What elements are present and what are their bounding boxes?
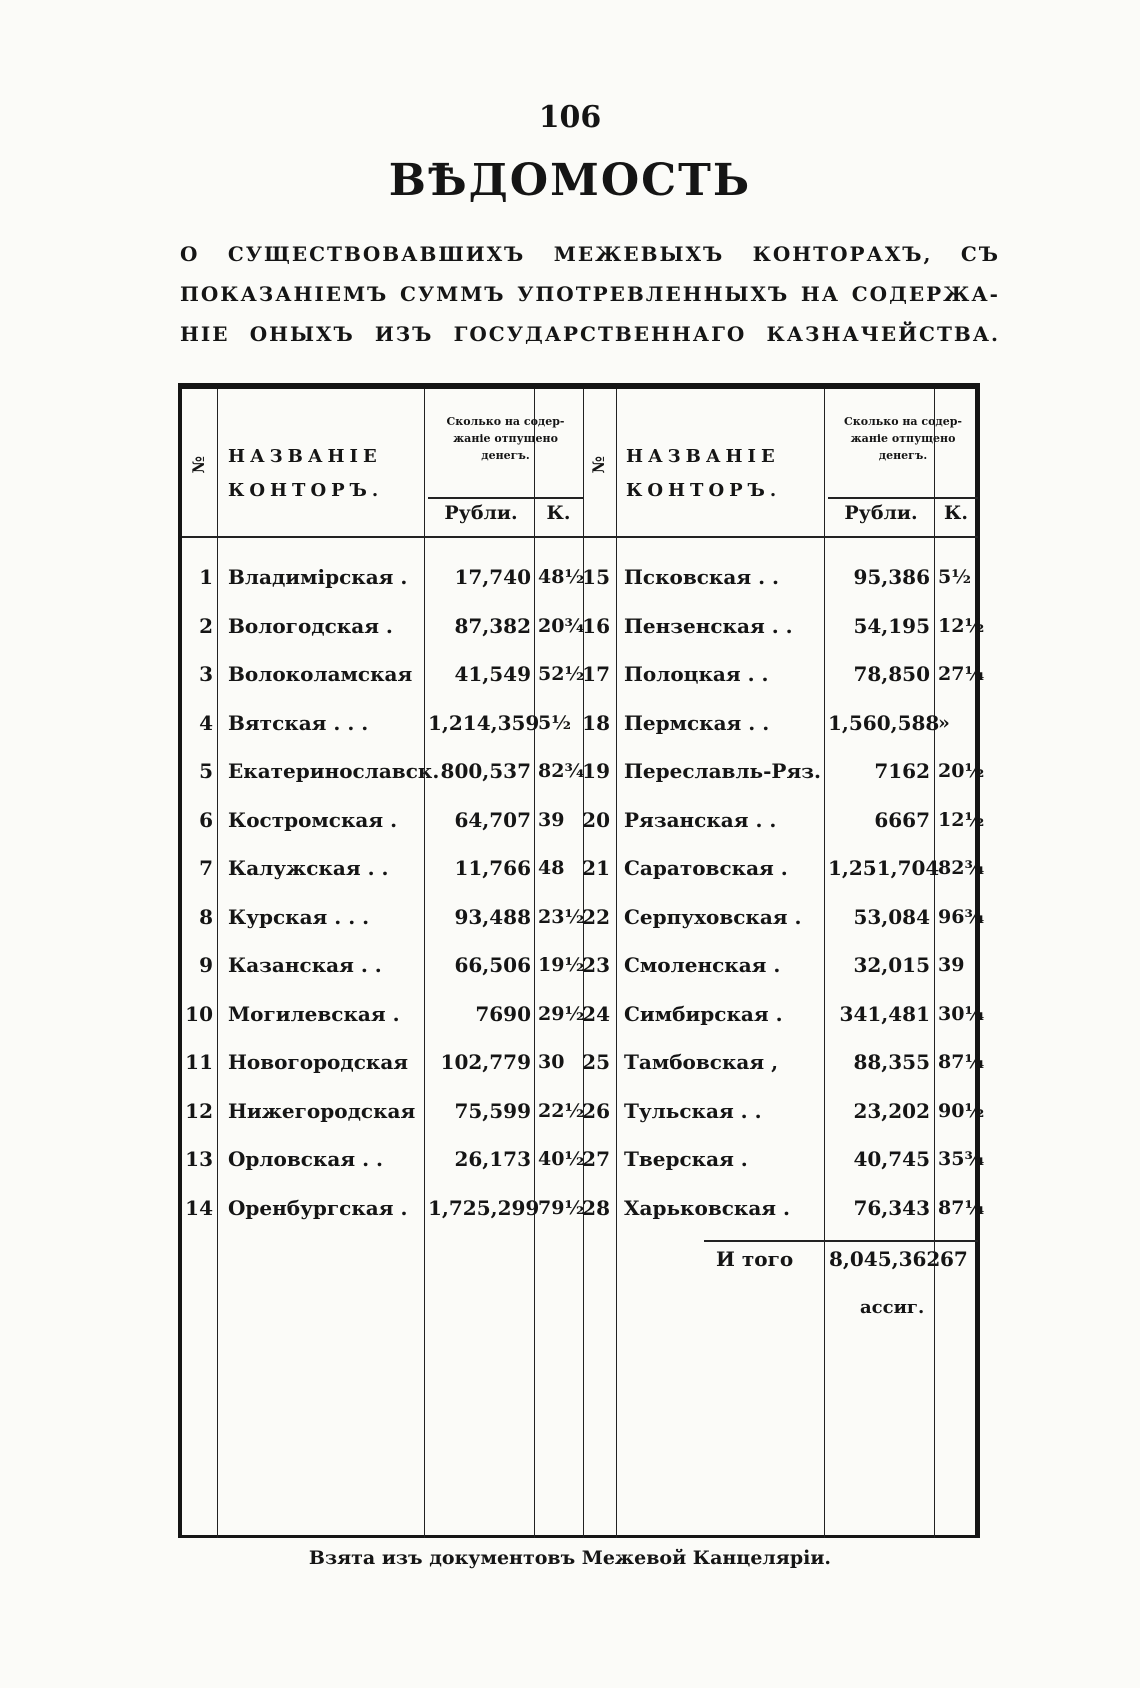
row-number: 24 <box>582 1002 610 1026</box>
column-divider <box>934 389 935 1538</box>
name-header-line1: НАЗВАНІЕ <box>228 446 382 467</box>
row-number: 20 <box>582 808 610 832</box>
column-divider <box>217 389 218 1538</box>
kopecks-value: » <box>938 712 950 734</box>
rubles-value: 341,481 <box>839 1002 930 1026</box>
kopecks-value: 5½ <box>938 566 972 588</box>
rubles-value: 88,355 <box>853 1050 930 1074</box>
row-number: 12 <box>185 1099 213 1123</box>
office-name: Пермская . . <box>624 711 770 735</box>
amount-header-line: Сколько на содер- <box>844 415 962 428</box>
row-number: 11 <box>185 1050 213 1074</box>
row-number: 7 <box>199 856 213 880</box>
subtitle-word: УПОТРЕВЛЕННЫХЪ <box>517 282 790 306</box>
rubles-value: 41,549 <box>454 662 531 686</box>
office-name: Владимірская . <box>228 565 408 589</box>
row-number: 14 <box>185 1196 213 1220</box>
rubles-value: 6667 <box>874 808 930 832</box>
subtitle-word: НА <box>800 282 841 306</box>
subtitle-line-3 <box>180 322 1000 346</box>
kopecks-value: 52½ <box>538 663 585 685</box>
subtitle-word: ИЗЪ <box>374 322 434 346</box>
office-name: Саратовская . <box>624 856 788 880</box>
rubles-value: 1,251,704 <box>828 856 940 880</box>
office-name: Вологодская . <box>228 614 393 638</box>
office-name: Волоколамская <box>228 662 413 686</box>
kopecks-value: 39 <box>538 809 565 831</box>
office-name: Курская . . . <box>228 905 370 929</box>
total-kopecks: 67 <box>940 1247 968 1271</box>
amount-header-line: жаніе отпущено <box>850 432 956 445</box>
currency-note: ассиг. <box>860 1297 925 1318</box>
column-divider <box>616 389 617 1538</box>
subtitle-word: КОНТОРАХЪ, <box>752 242 933 266</box>
kopecks-value: 39 <box>938 954 965 976</box>
kopecks-value: 48½ <box>538 566 585 588</box>
kopecks-value: 87¼ <box>938 1197 985 1219</box>
kopecks-value: 12½ <box>938 809 985 831</box>
kopecks-value: 96¾ <box>938 906 985 928</box>
row-number: 28 <box>582 1196 610 1220</box>
office-name: Тверская . <box>624 1147 748 1171</box>
office-name: Костромская . <box>228 808 398 832</box>
row-number: 21 <box>582 856 610 880</box>
right-kopecks-header: К. <box>944 502 968 524</box>
office-name: Могилевская . <box>228 1002 400 1026</box>
name-header-line2: КОНТОРЪ. <box>228 480 384 501</box>
subtitle-word: МЕЖЕВЫХЪ <box>553 242 725 266</box>
row-number: 3 <box>199 662 213 686</box>
left-amount-header <box>428 413 583 464</box>
amount-header-line: денегъ. <box>481 449 530 462</box>
subtitle-line-1 <box>180 242 1000 266</box>
subtitle-word: СУЩЕСТВОВАВШИХЪ <box>227 242 526 266</box>
office-name: Тамбовская , <box>624 1050 779 1074</box>
rubles-value: 7690 <box>475 1002 531 1026</box>
left-name-header <box>228 440 383 508</box>
kopecks-value: 48 <box>538 857 565 879</box>
rubles-value: 87,382 <box>454 614 531 638</box>
office-name: Екатеринославск. <box>228 759 440 783</box>
subtitle-word: СЪ <box>960 242 1000 266</box>
rubles-value: 17,740 <box>454 565 531 589</box>
kopecks-value: 30¼ <box>938 1003 985 1025</box>
amount-header-line: денегъ. <box>878 449 928 462</box>
amount-header-line: жаніе отпущено <box>453 432 558 445</box>
kopecks-value: 87¼ <box>938 1051 985 1073</box>
page-number: 106 <box>538 100 602 135</box>
row-number: 19 <box>582 759 610 783</box>
office-name: Новогородская <box>228 1050 409 1074</box>
office-name: Нижегородская <box>228 1099 416 1123</box>
subheader-rule <box>828 497 978 499</box>
row-number: 22 <box>582 905 610 929</box>
kopecks-value: 90½ <box>938 1100 985 1122</box>
office-name: Орловская . . <box>228 1147 383 1171</box>
kopecks-value: 12½ <box>938 615 985 637</box>
total-rubles: 8,045,362 <box>829 1247 941 1271</box>
kopecks-value: 30 <box>538 1051 565 1073</box>
rubles-value: 102,779 <box>440 1050 531 1074</box>
rubles-value: 23,202 <box>853 1099 930 1123</box>
total-rule <box>704 1240 978 1242</box>
office-name: Пензенская . . <box>624 614 793 638</box>
office-name: Смоленская . <box>624 953 781 977</box>
left-rubles-header: Рубли. <box>444 502 518 524</box>
rubles-value: 95,386 <box>853 565 930 589</box>
office-name: Калужская . . <box>228 856 389 880</box>
amount-header-line: Сколько на содер- <box>446 415 565 428</box>
row-number: 15 <box>582 565 610 589</box>
rubles-value: 76,343 <box>853 1196 930 1220</box>
rubles-value: 32,015 <box>853 953 930 977</box>
rubles-value: 7162 <box>874 759 930 783</box>
rubles-value: 1,725,299 <box>428 1196 540 1220</box>
row-number: 2 <box>199 614 213 638</box>
kopecks-value: 22½ <box>538 1100 585 1122</box>
rubles-value: 78,850 <box>853 662 930 686</box>
kopecks-value: 79½ <box>538 1197 585 1219</box>
rubles-value: 800,537 <box>440 759 531 783</box>
office-name: Харьковская . <box>624 1196 790 1220</box>
name-header-line2: КОНТОРЪ. <box>626 480 782 501</box>
kopecks-value: 19½ <box>538 954 585 976</box>
office-name: Рязанская . . <box>624 808 777 832</box>
row-number: 18 <box>582 711 610 735</box>
kopecks-value: 29½ <box>538 1003 585 1025</box>
row-number: 13 <box>185 1147 213 1171</box>
office-name: Оренбургская . <box>228 1196 408 1220</box>
kopecks-value: 27¼ <box>938 663 985 685</box>
kopecks-value: 23½ <box>538 906 585 928</box>
header-rule <box>182 536 978 538</box>
left-kopecks-header: К. <box>546 502 571 524</box>
right-number-header: № <box>589 455 609 474</box>
subtitle-word: НІЕ <box>180 322 230 346</box>
rubles-value: 40,745 <box>853 1147 930 1171</box>
rubles-value: 93,488 <box>454 905 531 929</box>
office-name: Вятская . . . <box>228 711 369 735</box>
row-number: 9 <box>199 953 213 977</box>
subtitle-word: ПОКАЗАНІЕМЪ <box>180 282 389 306</box>
right-name-header <box>626 440 781 508</box>
rubles-value: 53,084 <box>853 905 930 929</box>
column-divider <box>534 389 535 1538</box>
rubles-value: 66,506 <box>454 953 531 977</box>
subtitle-word: ОНЫХЪ <box>249 322 355 346</box>
source-note: Взята изъ документовъ Межевой Канцеляріи. <box>308 1547 832 1569</box>
row-number: 25 <box>582 1050 610 1074</box>
subtitle-word: СУММЪ <box>399 282 506 306</box>
total-label: И того <box>716 1247 794 1271</box>
subtitle-word: ГОСУДАРСТВЕННАГО <box>453 322 747 346</box>
row-number: 23 <box>582 953 610 977</box>
subtitle-word: О <box>180 242 200 266</box>
rubles-value: 26,173 <box>454 1147 531 1171</box>
office-name: Серпуховская . <box>624 905 802 929</box>
subtitle-word: КАЗНАЧЕЙСТВА. <box>766 322 1000 346</box>
left-number-header: № <box>189 455 209 474</box>
row-number: 26 <box>582 1099 610 1123</box>
rubles-value: 1,560,588 <box>828 711 940 735</box>
office-name: Тульская . . <box>624 1099 762 1123</box>
kopecks-value: 20½ <box>938 760 985 782</box>
kopecks-value: 40½ <box>538 1148 585 1170</box>
subheader-rule <box>428 497 583 499</box>
rubles-value: 64,707 <box>454 808 531 832</box>
column-divider <box>424 389 425 1538</box>
kopecks-value: 82¾ <box>938 857 985 879</box>
row-number: 5 <box>199 759 213 783</box>
row-number: 27 <box>582 1147 610 1171</box>
row-number: 1 <box>199 565 213 589</box>
document-title: ВѢДОМОСТЬ <box>388 155 752 206</box>
row-number: 16 <box>582 614 610 638</box>
right-amount-header <box>828 413 978 464</box>
row-number: 8 <box>199 905 213 929</box>
rubles-value: 1,214,359 <box>428 711 540 735</box>
office-name: Полоцкая . . <box>624 662 769 686</box>
rubles-value: 75,599 <box>454 1099 531 1123</box>
right-rubles-header: Рубли. <box>844 502 918 524</box>
office-name: Переславль-Ряз. <box>624 759 821 783</box>
office-name: Симбирская . <box>624 1002 783 1026</box>
rubles-value: 54,195 <box>853 614 930 638</box>
subtitle-word: СОДЕРЖА- <box>851 282 1000 306</box>
row-number: 17 <box>582 662 610 686</box>
row-number: 4 <box>199 711 213 735</box>
office-name: Псковская . . <box>624 565 779 589</box>
column-divider <box>824 389 825 1538</box>
subtitle-line-2 <box>180 282 1000 306</box>
row-number: 6 <box>199 808 213 832</box>
kopecks-value: 35¾ <box>938 1148 985 1170</box>
kopecks-value: 5½ <box>538 712 572 734</box>
kopecks-value: 20¾ <box>538 615 585 637</box>
row-number: 10 <box>185 1002 213 1026</box>
kopecks-value: 82¾ <box>538 760 585 782</box>
rubles-value: 11,766 <box>454 856 531 880</box>
name-header-line1: НАЗВАНІЕ <box>626 446 780 467</box>
office-name: Казанская . . <box>228 953 382 977</box>
